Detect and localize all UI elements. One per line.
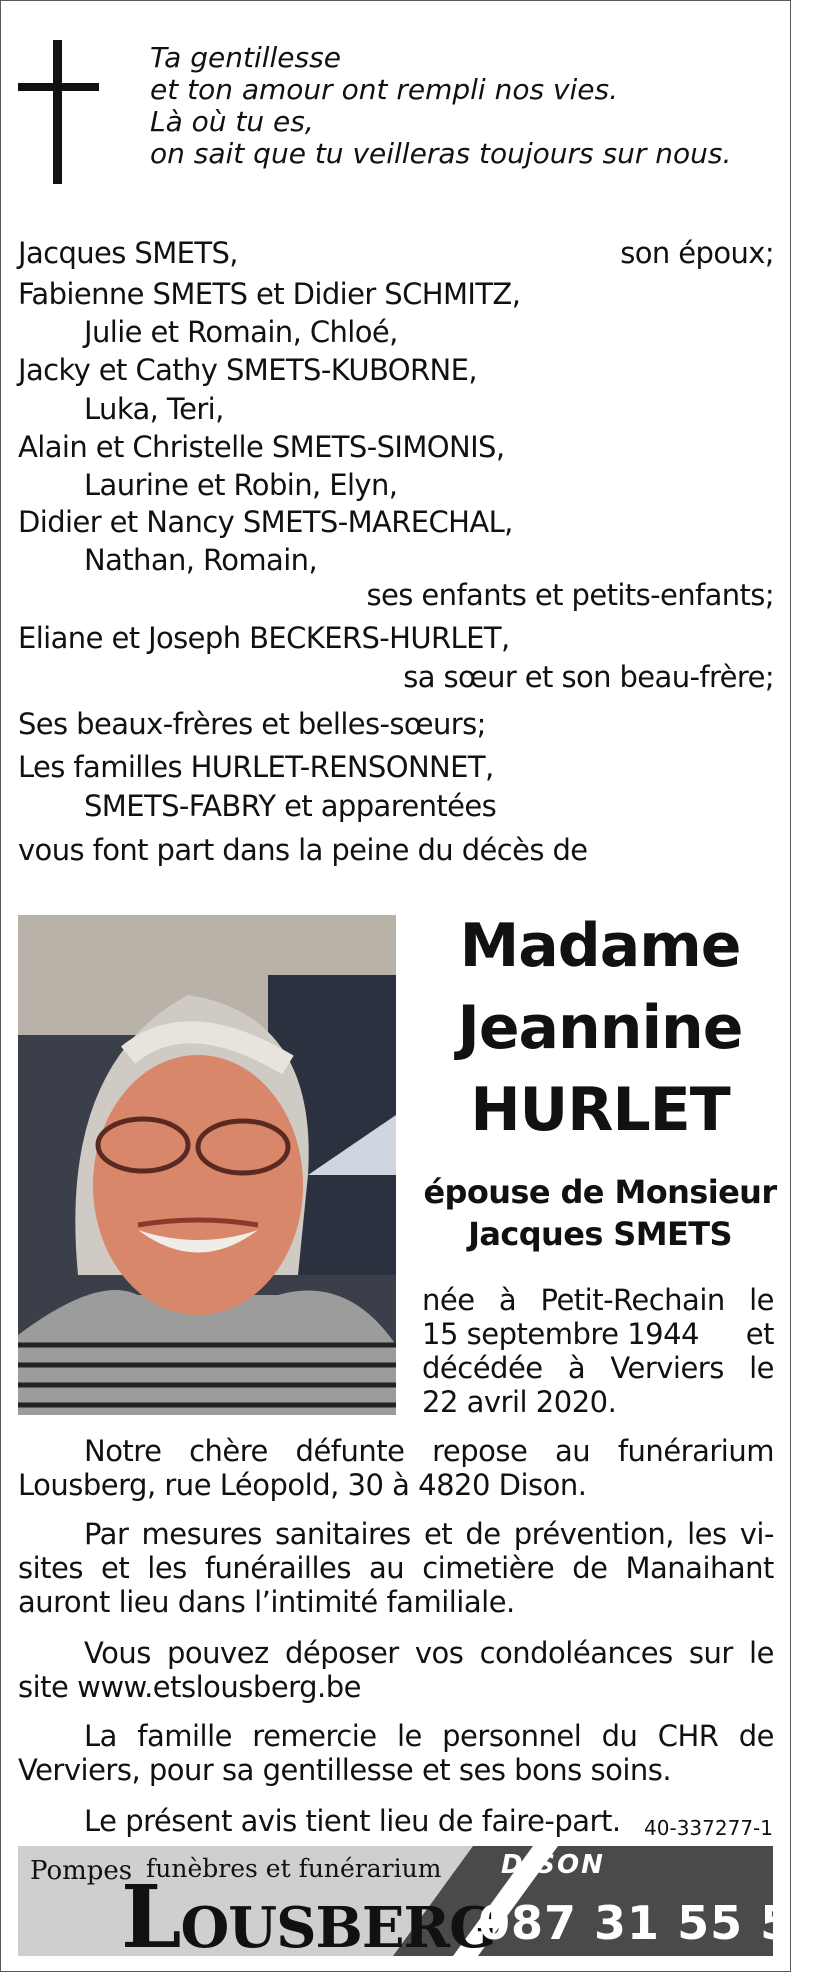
paragraph-condolences [18,1636,774,1704]
word: Verviers [610,1351,724,1385]
word: décédée [422,1351,543,1385]
word: vos [414,1636,464,1670]
word: sites [18,1551,83,1585]
word: Notre [84,1434,162,1468]
funeral-home-banner [18,1846,827,1968]
spouse-name: Jacques SMETS, [18,236,238,270]
family-line: Jacky et Cathy SMETS-KUBORNE, [18,353,477,387]
death-line [422,1351,774,1385]
paragraph-sanitary [18,1517,774,1619]
family-line: Didier et Nancy SMETS-MARECHAL, [18,505,513,539]
word: les [147,1551,187,1585]
spouse-role: son époux; [620,236,774,270]
word: funérailles [204,1551,351,1585]
word: La [84,1719,117,1753]
family-line: Julie et Romain, Chloé, [84,315,398,349]
word: et [101,1551,130,1585]
birth-death-info [422,1283,774,1419]
deceased-photo [18,915,396,1415]
text-line [18,1719,774,1753]
word: Manaihant [625,1551,774,1585]
word: sanitaires [275,1517,411,1551]
brand-initial: L [121,1867,181,1968]
text-line [18,1517,774,1551]
word: repose [432,1434,528,1468]
sister-role: sa sœur et son beau-frère; [403,660,774,694]
poem-line: Ta gentillesse [150,41,341,74]
word: CHR [657,1719,719,1753]
word: pouvez [167,1636,269,1670]
family-line-spouse [18,235,774,271]
text-line [18,1551,774,1585]
reference-number: 40-337277-1 [644,1816,773,1840]
word: le [396,1719,422,1753]
family-line: Laurine et Robin, Elyn, [84,468,398,502]
poem-line: et ton amour ont rempli nos vies. [150,73,619,106]
word: née [422,1283,475,1317]
word: au [555,1434,591,1468]
website-line: site www.etslousberg.be [18,1670,361,1704]
brand-tagline: funèbres et funérarium [146,1854,442,1883]
family-line: Ses beaux-frères et belles-sœurs; [18,707,486,741]
family-line: Alain et Christelle SMETS-SIMONIS, [18,430,505,464]
word: mesures [141,1517,262,1551]
word: personnel [442,1719,582,1753]
word: les [687,1517,727,1551]
spouse-line-1: épouse de Monsieur [423,1173,777,1211]
text-line: Lousberg, rue Léopold, 30 à 4820 Dison. [18,1468,587,1502]
word: défunte [295,1434,405,1468]
text-line: Verviers, pour sa gentillesse et ses bons soins. [18,1753,672,1787]
word: funérarium [617,1434,774,1468]
family-line: Eliane et Joseph BECKERS-HURLET, [18,621,510,655]
birth-line [422,1317,774,1351]
deceased-first-name: Jeannine [457,993,743,1063]
word: prévention, [513,1517,674,1551]
text-line [18,1434,774,1468]
word: de [738,1719,774,1753]
phone-number: 087 31 55 55 [478,1896,827,1950]
word: à [567,1351,586,1385]
word: à [498,1283,517,1317]
paragraph-funerarium [18,1434,774,1502]
family-line: vous font part dans la peine du décès de [18,833,588,867]
word: et [423,1517,453,1551]
portrait-image [18,915,396,1415]
word: chère [189,1434,268,1468]
poem-line: Là où tu es, [150,105,314,138]
paragraph-notice: Le présent avis tient lieu de faire-part. [84,1804,621,1838]
cross-icon-bar [18,83,99,91]
word: famille [137,1719,232,1753]
word: de [465,1517,501,1551]
poem-line: on sait que tu veilleras toujours sur nous. [150,137,732,170]
brand-name: OUSBERG [180,1895,496,1961]
word: cimetière [422,1551,555,1585]
word: de [572,1551,608,1585]
word: le [749,1636,774,1670]
text-line: auront lieu dans l’intimité familiale. [18,1585,515,1619]
word: déposer [284,1636,399,1670]
word: Par [84,1517,129,1551]
spouse-line-2: Jacques SMETS [468,1215,732,1253]
word: condoléances [479,1636,673,1670]
deceased-title: Madame [459,911,741,981]
word: vi- [739,1517,774,1551]
brand-pompes: Pompes [30,1856,133,1886]
paragraph-thanks [18,1719,774,1787]
word: le [749,1283,774,1317]
poem [150,42,731,170]
family-line: Luka, Teri, [84,392,224,426]
word: du [601,1719,638,1753]
word: et [745,1317,774,1351]
word: remercie [252,1719,377,1753]
family-line: SMETS-FABRY et apparentées [84,789,497,823]
word: au [369,1551,405,1585]
death-date: 22 avril 2020. [422,1385,617,1419]
brand-city: DISON [501,1850,605,1880]
text-line [18,1636,774,1670]
word: sur [688,1636,733,1670]
word: Vous [84,1636,151,1670]
family-line: Fabienne SMETS et Didier SCHMITZ, [18,277,521,311]
word: le [749,1351,774,1385]
birth-line [422,1283,774,1317]
family-line: Nathan, Romain, [84,543,318,577]
family-line: Les familles HURLET-RENSONNET, [18,750,494,784]
children-role: ses enfants et petits-enfants; [366,578,774,612]
word: 15 septembre 1944 [422,1317,699,1351]
word: Petit-Rechain [540,1283,725,1317]
cross-icon [53,40,62,184]
deceased-last-name: HURLET [470,1075,730,1145]
